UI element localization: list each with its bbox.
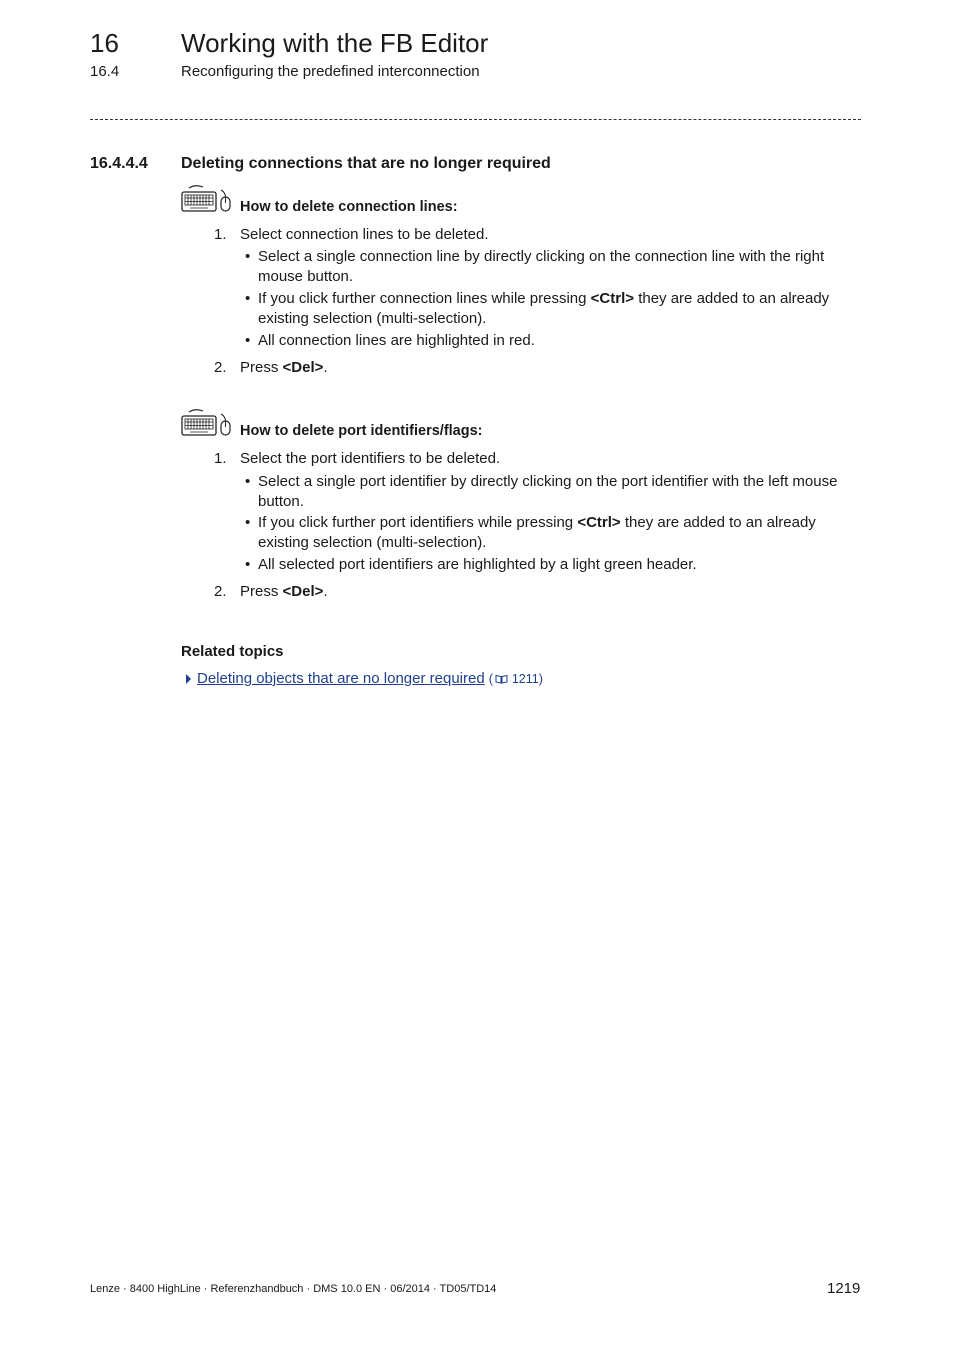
bullet-marker: • [245, 556, 251, 573]
related-link-text[interactable]: Deleting objects that are no longer required [197, 670, 485, 687]
triangle-right-icon [186, 674, 191, 684]
step-number: 1. [214, 226, 227, 243]
step-text: Press <Del>. [240, 359, 328, 376]
bullet-marker: • [245, 514, 251, 531]
step-text: Select connection lines to be deleted. [240, 226, 489, 243]
section-title: Reconfiguring the predefined interconnection [181, 63, 480, 80]
step-number: 1. [214, 450, 227, 467]
page-reference[interactable]: ( 1211) [488, 671, 543, 686]
chapter-title: Working with the FB Editor [181, 28, 489, 58]
bullet-text: If you click further port identifiers while pressing <Ctrl> they are added to an already existing selection (multi-selection). [258, 514, 816, 551]
step-text: Select the port identifiers to be deleted. [240, 450, 501, 467]
bullet-marker: • [245, 290, 251, 307]
step-number: 2. [214, 583, 227, 600]
key-del: <Del> [282, 359, 324, 376]
footer-document-info: Lenze · 8400 HighLine · Referenzhandbuch · DMS 10.0 EN · 06/2014 · TD05/TD14 [90, 1283, 497, 1295]
key-ctrl: <Ctrl> [590, 290, 635, 307]
step-number: 2. [214, 359, 227, 376]
bullet-text: If you click further connection lines while pressing <Ctrl> they are added to an already existing selection (multi-selection). [258, 290, 830, 327]
howto-heading-port-identifiers: How to delete port identifiers/flags: [240, 423, 483, 439]
howto-heading-connection-lines: How to delete connection lines: [240, 199, 458, 215]
section-number: 16.4 [90, 63, 120, 80]
chapter-number: 16 [90, 28, 119, 58]
subsection-title: Deleting connections that are no longer required [181, 155, 551, 172]
related-topics-heading: Related topics [181, 643, 284, 660]
key-ctrl: <Ctrl> [577, 514, 621, 531]
bullet-marker: • [245, 248, 251, 265]
key-del: <Del> [282, 583, 324, 600]
book-icon [495, 674, 508, 684]
bullet-text: Select a single connection line by directly clicking on the connection line with the right mouse button. [258, 248, 825, 285]
keyboard-mouse-icon [181, 184, 233, 214]
subsection-number: 16.4.4.4 [90, 155, 148, 172]
step-text: Press <Del>. [240, 583, 328, 600]
bullet-text: All selected port identifiers are highlighted by a light green header. [258, 556, 697, 573]
bullet-text: Select a single port identifier by directly clicking on the port identifier with the left mouse button. [258, 473, 838, 510]
bullet-marker: • [245, 332, 251, 349]
header-divider [90, 119, 861, 120]
page-number: 1219 [827, 1280, 861, 1297]
keyboard-mouse-icon [181, 408, 233, 438]
related-link[interactable] [186, 670, 543, 687]
bullet-text: All connection lines are highlighted in red. [258, 332, 535, 349]
bullet-marker: • [245, 473, 251, 490]
